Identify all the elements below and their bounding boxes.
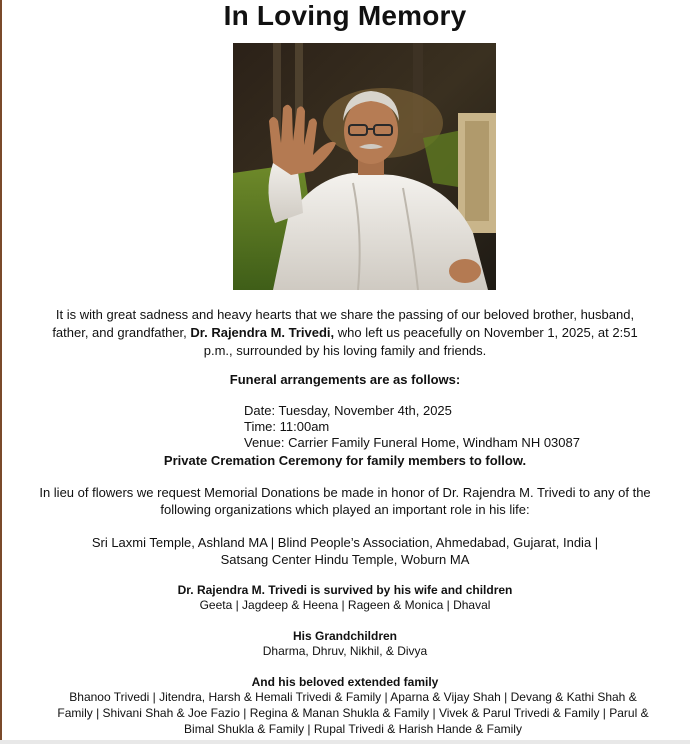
funeral-details: [244, 403, 580, 451]
intro-paragraph: [44, 306, 646, 360]
left-border-rule: [0, 0, 2, 744]
intro-text-after: who left us peacefully on November 1, 2025, at 2:51 p.m., surrounded by his loving family and friends.: [203, 325, 638, 358]
intro-text-before: It is with great sadness and heavy hearts that we share the passing of our beloved brother, husband, father, and grandfather,: [52, 307, 635, 340]
donations-paragraph: In lieu of flowers we request Memorial Donations be made in honor of Dr. Rajendra M. Trivedi to any of the following organizations which played an important role in his life:: [39, 485, 651, 517]
funeral-date: Date: Tuesday, November 4th, 2025: [244, 403, 452, 418]
memorial-page: [4, 0, 686, 744]
page-title: In Loving Memory: [223, 0, 467, 31]
deceased-name: Dr. Rajendra M. Trivedi,: [190, 325, 335, 340]
grandchildren-heading: His Grandchildren: [292, 629, 398, 643]
grandchildren-names: Dharma, Dhruv, Nikhil, & Divya: [262, 644, 428, 658]
funeral-venue: Venue: Carrier Family Funeral Home, Windham NH 03087: [244, 435, 580, 450]
survivors-names: Geeta | Jagdeep & Heena | Rageen & Monica | Dhaval: [199, 598, 491, 612]
cremation-note: Private Cremation Ceremony for family members to follow.: [163, 453, 527, 468]
funeral-time: Time: 11:00am: [244, 419, 330, 434]
funeral-heading: Funeral arrangements are as follows:: [229, 372, 461, 387]
extended-family-names: Bhanoo Trivedi | Jitendra, Harsh & Hemali Trivedi & Family | Aparna & Vijay Shah | Devang & Kathi Shah & Family | Shivani Shah & Joe Fazio | Regina & Manan Shukla & Family | Vivek & Parul Trivedi & Family | Parul & Bimal Shukla & Family | Rupal Trivedi & Harish Hande & Family: [57, 690, 649, 736]
extended-family-heading: And his beloved extended family: [251, 675, 439, 689]
donation-organizations: Sri Laxmi Temple, Ashland MA | Blind People’s Association, Ahmedabad, Gujarat, India | Satsang Center Hindu Temple, Woburn MA: [91, 535, 599, 567]
portrait-photo-icon: [233, 43, 496, 290]
bottom-strip: [0, 740, 690, 744]
memorial-photo: [233, 43, 496, 290]
survivors-heading: Dr. Rajendra M. Trivedi is survived by his wife and children: [177, 583, 513, 597]
